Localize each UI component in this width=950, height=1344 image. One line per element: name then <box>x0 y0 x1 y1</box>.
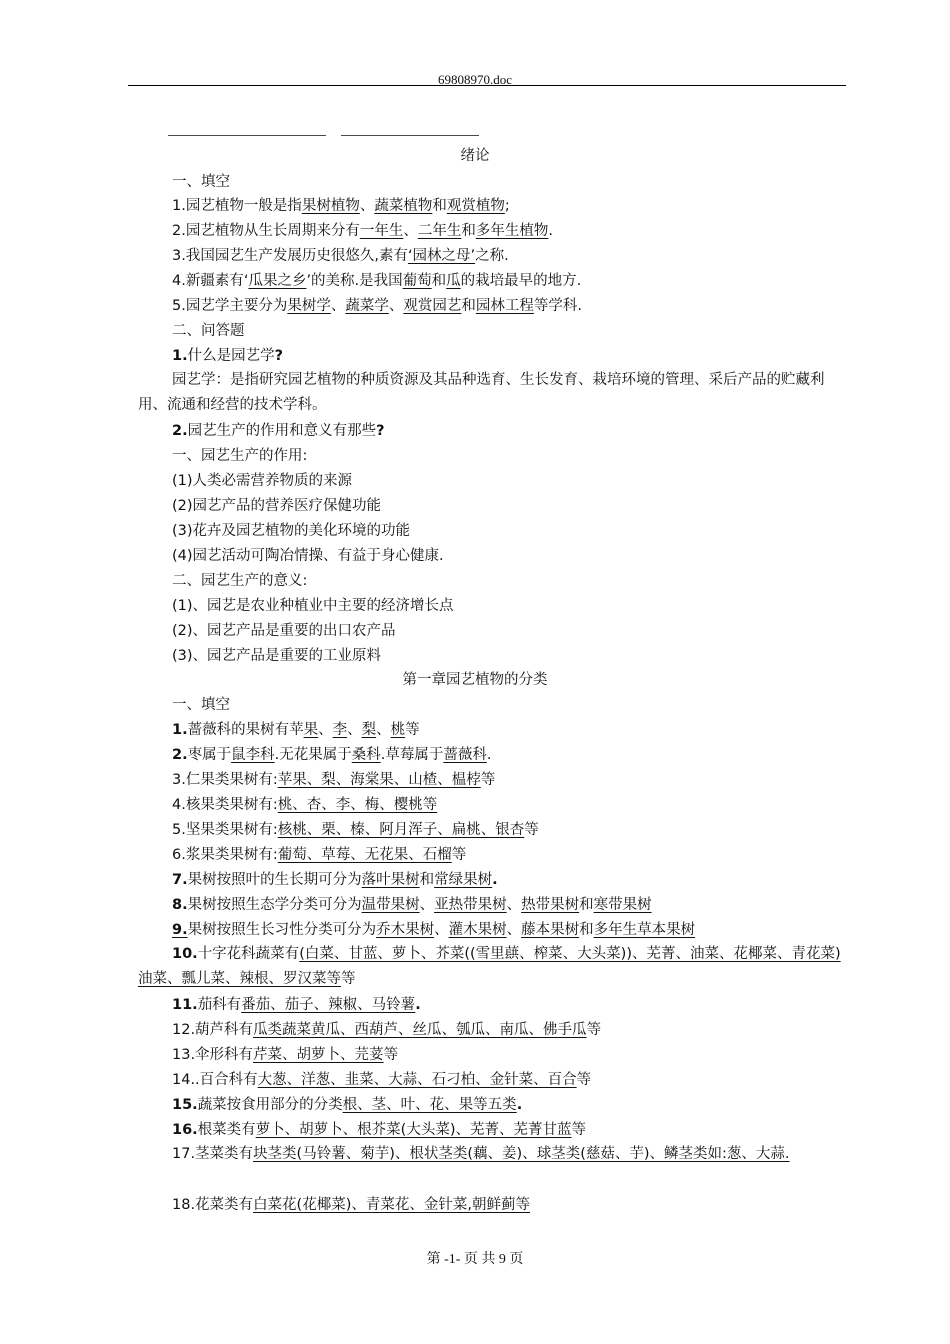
intro-fill-4: 4.新疆素有‘瓜果之乡’的美称.是我国葡萄和瓜的栽培最早的地方. <box>172 273 582 289</box>
intro-fill-1: 1.园艺植物一般是指果树植物、蔬菜植物和观赏植物; <box>172 198 510 214</box>
chapter1-fill-18: 18.花菜类有白菜花(花椰菜)、青菜花、金针菜,朝鲜蓟等 <box>172 1197 530 1213</box>
hyperlink-underline-2[interactable] <box>341 135 479 136</box>
intro-significance-2: (2)、园艺产品是重要的出口农产品 <box>172 623 396 639</box>
intro-significance-3: (3)、园艺产品是重要的工业原料 <box>172 648 382 664</box>
chapter1-fill-8: 8.果树按照生态学分类可分为温带果树、亚热带果树、热带果树和寒带果树 <box>172 897 652 913</box>
header-filename: 69808970.doc <box>437 72 513 87</box>
chapter1-title: 第一章园艺植物的分类 <box>402 672 548 688</box>
intro-role-heading: 一、园艺生产的作用: <box>172 448 308 464</box>
intro-fill-3: 3.我国园艺生产发展历史很悠久,素有‘园林之母’之称. <box>172 248 509 264</box>
intro-question-2: 2.园艺生产的作用和意义有那些? <box>172 423 385 439</box>
chapter1-fill-3: 3.仁果类果树有:苹果、梨、海棠果、山楂、榅桲等 <box>172 772 496 788</box>
intro-question-1: 1.什么是园艺学? <box>172 348 284 364</box>
chapter1-fill-15: 15.蔬菜按食用部分的分类根、茎、叶、花、果等五类. <box>172 1097 523 1113</box>
chapter1-fill-7: 7.果树按照叶的生长期可分为落叶果树和常绿果树. <box>172 872 498 888</box>
intro-role-3: (3)花卉及园艺植物的美化环境的功能 <box>172 523 411 539</box>
page-footer: 第 -1- 页 共 9 页 <box>426 1252 524 1267</box>
chapter1-fill-4: 4.核果类果树有:桃、杏、李、梅、樱桃等 <box>172 797 438 813</box>
chapter1-fill-heading: 一、填空 <box>172 697 230 713</box>
chapter1-fill-1: 1.蔷薇科的果树有苹果、李、梨、桃等 <box>172 722 420 738</box>
chapter1-fill-6: 6.浆果类果树有:葡萄、草莓、无花果、石榴等 <box>172 847 467 863</box>
chapter1-fill-14: 14..百合科有大葱、洋葱、韭菜、大蒜、石刁柏、金针菜、百合等 <box>172 1072 592 1088</box>
intro-title: 绪论 <box>460 148 490 164</box>
intro-role-4: (4)园艺活动可陶冶情操、有益于身心健康. <box>172 548 444 564</box>
chapter1-fill-16: 16.根菜类有萝卜、胡萝卜、根芥菜(大头菜)、芜菁、芜菁甘蓝等 <box>172 1122 586 1138</box>
intro-fill-2: 2.园艺植物从生长周期来分有一年生、二年生和多年生植物. <box>172 223 553 239</box>
intro-role-2: (2)园艺产品的营养医疗保健功能 <box>172 498 382 514</box>
chapter1-fill-11: 11.茄科有番茄、茄子、辣椒、马铃薯. <box>172 997 421 1013</box>
intro-significance-1: (1)、园艺是农业种植业中主要的经济增长点 <box>172 598 454 614</box>
intro-answer-1: 园艺学：是指研究园艺植物的种质资源及其品种选育、生长发育、栽培环境的管理、采后产品的贮藏利用、流通和经营的技术学科。 <box>138 372 825 413</box>
hyperlink-underline-1[interactable] <box>168 135 326 136</box>
intro-role-1: (1)人类必需营养物质的来源 <box>172 473 353 489</box>
chapter1-fill-5: 5.坚果类果树有:核桃、栗、榛、阿月浑子、扁桃、银杏等 <box>172 822 539 838</box>
chapter1-fill-9: 9.果树按照生长习性分类可分为乔木果树、灌木果树、藤本果树和多年生草本果树 <box>172 922 696 938</box>
chapter1-fill-2: 2.枣属于鼠李科.无花果属于桑科.草莓属于蔷薇科. <box>172 747 492 763</box>
chapter1-fill-12: 12.葫芦科有瓜类蔬菜黄瓜、西葫芦、丝瓜、瓠瓜、南瓜、佛手瓜等 <box>172 1022 602 1038</box>
intro-fill-heading: 一、填空 <box>172 174 230 190</box>
header-rule <box>128 85 846 86</box>
chapter1-fill-17: 17.茎菜类有块茎类(马铃薯、菊芋)、根状茎类(藕、姜)、球茎类(慈菇、芋)、鳞茎类如:葱、大蒜. <box>172 1146 790 1162</box>
intro-significance-heading: 二、园艺生产的意义: <box>172 573 308 589</box>
chapter1-fill-13: 13.伞形科有芹菜、胡萝卜、芫荽等 <box>172 1047 399 1063</box>
intro-fill-5: 5.园艺学主要分为果树学、蔬菜学、观赏园艺和园林工程等学科. <box>172 298 582 314</box>
chapter1-fill-10: 10.十字花科蔬菜有(白菜、甘蓝、萝卜、芥菜((雪里蕻、榨菜、大头菜))、芜菁、油菜、花椰菜、青花菜)油菜、瓢儿菜、辣根、罗汉菜等等 <box>138 946 841 987</box>
intro-qa-heading: 二、问答题 <box>172 323 245 339</box>
